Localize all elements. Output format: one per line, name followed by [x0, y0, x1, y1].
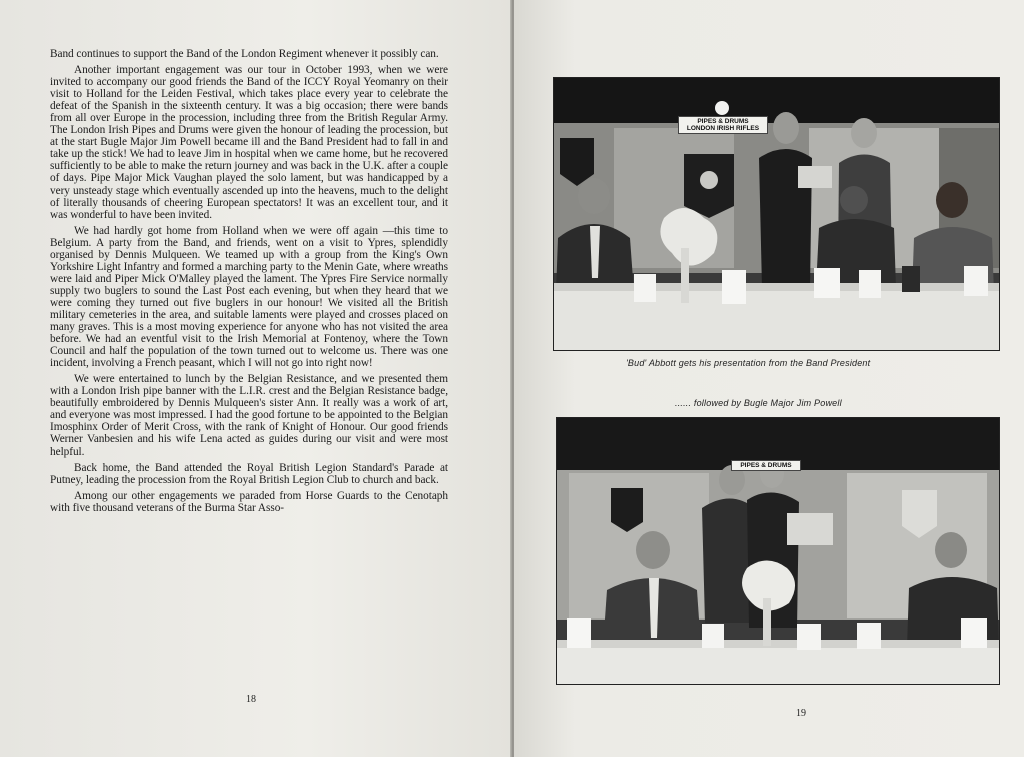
banner-sign — [731, 460, 801, 471]
page-number: 19 — [796, 708, 806, 719]
banner-sign — [678, 116, 768, 134]
page-number: 18 — [246, 694, 256, 705]
body-text — [50, 48, 448, 518]
paragraph: Back home, the Band attended the Royal British Legion Standard's Parade at Putney, leading the procession from the Royal British Legion Club to church and back. — [50, 461, 448, 486]
caption-photo2: ...... followed by Bugle Major Jim Powell — [675, 398, 842, 408]
caption-photo1: 'Bud' Abbott gets his presentation from the Band President — [626, 358, 871, 368]
paragraph: Another important engagement was our tour in October 1993, when we were invited to accompany our good friends the Band of the ICCY Royal Yeomanry on their visit to Holland for the Leiden Festival, which takes place every year to celebrate the defeat of the Spanish in the sixteenth century. It was a big occasion; there were bands from all over Europe in the procession, including three from the British Regular Army. The London Irish Pipes and Drums were given the honour of leading the procession, but at the start Bugle Major Jim Powell became ill and the Band President had to fall in and take up the stick! We had to leave Jim in hospital when we came home, but he recovered sufficiently to be able to make the return journey and was back in the U.K. after a couple of days. Pipe Major Mick Vaughan played the solo lament, but was handicapped by a very unsteady stage which eventually ascended up into the heavens, much to the delight of literally thousands of cheering European spectators! It was an excellent tour, and it was wonderful to have been invited. — [50, 64, 448, 221]
photo-bugle-major — [557, 418, 999, 684]
photo-presentation-president — [554, 78, 999, 350]
banner-line: LONDON IRISH RIFLES — [686, 125, 760, 132]
right-page — [514, 0, 1024, 757]
paragraph: Band continues to support the Band of the London Regiment whenever it possibly can. — [50, 48, 439, 60]
paragraph: Among our other engagements we paraded from Horse Guards to the Cenotaph with five thousand veterans of the Burma Star Asso- — [50, 489, 448, 514]
banner-line: PIPES & DRUMS — [740, 462, 792, 469]
paragraph: We were entertained to lunch by the Belgian Resistance, and we presented them with a London Irish pipe banner with the L.I.R. crest and the Belgian Resistance badge, beautifully embroidered by Dennis Mulqueen's sister Ann. It really was a work of art, and everyone was most impressed. I had the good fortune to be appointed to the Belgian Imosphinx Order of Merit Cross, with the rank of Knight of Honour. Our good friends Werner Vanbesien and his wife Lena acted as guides during our visit and were most helpful. — [50, 373, 448, 458]
banner-line: PIPES & DRUMS — [697, 118, 749, 125]
photo-image — [557, 418, 999, 684]
photo-image — [554, 78, 999, 350]
paragraph: We had hardly got home from Holland when we were off again —this time to Belgium. A party from the Band, and friends, went on a visit to Ypres, splendidly organised by Dennis Mulqueen. We teamed up with a group from the King's Own Yorkshire Light Infantry and formed a marching party to the Menin Gate, where wreaths were laid and Piper Mick O'Malley played the lament. The Ypres Fire Service normally supply two buglers to sound the Last Post each evening, but when they heard that we were coming they turned out five buglers in our honour! We visited all the British military cemeteries in the area, and suitable laments were played and crosses placed on many graves. This is a most moving experience for anyone who has not visited the area before. We had an eventful visit to the Irish Memorial at Fontenoy, where the Town Council and half the population of the town turned out to welcome us. There was one incident, involving a French peasant, which I will not go into right now! — [50, 224, 448, 370]
